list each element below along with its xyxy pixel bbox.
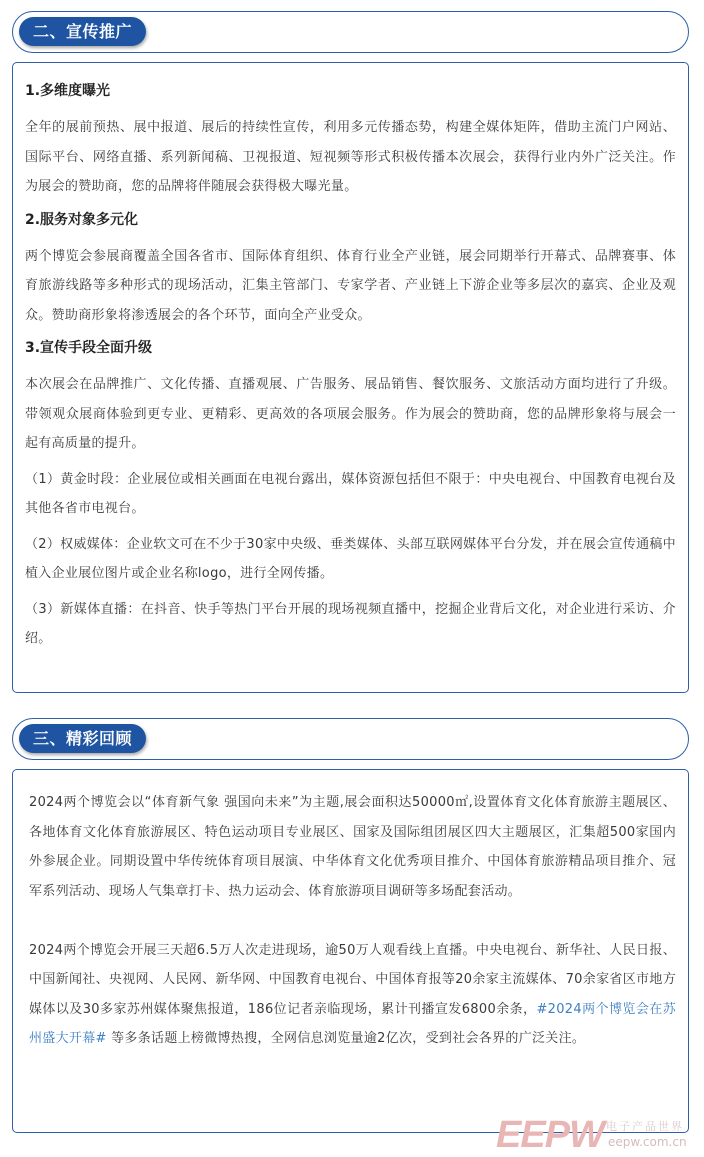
paragraph-spacer bbox=[29, 906, 676, 936]
watermark-logo: EEPW bbox=[496, 1114, 604, 1156]
watermark-url: eepw.com.cn bbox=[608, 1135, 687, 1149]
eepw-watermark bbox=[496, 1115, 696, 1155]
item-heading: 3.宣传手段全面升级 bbox=[25, 340, 153, 356]
review-paragraph bbox=[29, 936, 676, 1054]
item-subpoint: （2）权威媒体：企业软文可在不少于30家中央级、垂类媒体、头部互联网媒体平台分发，并在展会宣传通稿中植入企业展位图片或企业名称logo，进行全网传播。 bbox=[25, 536, 676, 581]
item-heading: 1.多维度曝光 bbox=[25, 83, 111, 99]
promotion-content-box bbox=[12, 62, 689, 693]
item-heading: 2.服务对象多元化 bbox=[25, 211, 139, 228]
review-content-box bbox=[12, 769, 689, 1133]
hashtag-link[interactable]: #2024两个博览会在苏州盛大开幕# bbox=[29, 1001, 676, 1046]
section-header-review bbox=[12, 718, 689, 760]
section-title: 二、宣传推广 bbox=[19, 17, 146, 46]
item-subpoint: （3）新媒体直播：在抖音、快手等热门平台开展的现场视频直播中，挖掘企业背后文化，对企业进行采访、介绍。 bbox=[25, 601, 676, 646]
item-paragraph: 两个博览会参展商覆盖全国各省市、国际体育组织、体育行业全产业链，展会同期举行开幕式、品牌赛事、体育旅游线路等多种形式的现场活动，汇集主管部门、专家学者、产业链上下游企业等多层次的嘉宾、企业及观众。赞助商形象将渗透展会的各个环节，面向全产业受众。 bbox=[25, 248, 676, 323]
watermark-cn-text: 电子产品世界 bbox=[606, 1120, 684, 1133]
review-text: 2024两个博览会开展三天超6.5万人次走进现场，逾50万人观看线上直播。中央电视台、新华社、人民日报、中国新闻社、央视网、人民网、新华网、中国教育电视台、中国体育报等20余家主流媒体、70余家省区市地方媒体以及30多家苏州媒体聚焦报道，186位记者亲临现场，累计刊播宣发6800余条， bbox=[29, 942, 676, 1017]
review-paragraph: 2024两个博览会以“体育新气象 强国向未来”为主题,展会面积达50000㎡,设置体育文化体育旅游主题展区、各地体育文化体育旅游展区、特色运动项目专业展区、国家及国际组团展区四大主题展区，汇集超500家国内外参展企业。同期设置中华传统体育项目展演、中华体育文化优秀项目推介、中国体育旅游精品项目推介、冠军系列活动、现场人气集章打卡、热力运动会、体育旅游项目调研等多场配套活动。 bbox=[29, 795, 676, 899]
section-header-promotion bbox=[12, 11, 689, 53]
item-subpoint: （1）黄金时段：企业展位或相关画面在电视台露出，媒体资源包括但不限于：中央电视台、中国教育电视台及其他各省市电视台。 bbox=[25, 471, 676, 516]
review-text: 等多条话题上榜微博热搜，全网信息浏览量逾2亿次，受到社会各界的广泛关注。 bbox=[106, 1031, 586, 1046]
section-title: 三、精彩回顾 bbox=[19, 724, 146, 753]
item-paragraph: 全年的展前预热、展中报道、展后的持续性宣传，利用多元传播态势，构建全媒体矩阵，借助主流门户网站、国际平台、网络直播、系列新闻稿、卫视报道、短视频等形式积极传播本次展会，获得行业内外广泛关注。作为展会的赞助商，您的品牌将伴随展会获得极大曝光量。 bbox=[25, 120, 676, 194]
item-paragraph: 本次展会在品牌推广、文化传播、直播观展、广告服务、展品销售、餐饮服务、文旅活动方面均进行了升级。带领观众展商体验到更专业、更精彩、更高效的各项展会服务。作为展会的赞助商，您的品牌形象将与展会一起有高质量的提升。 bbox=[25, 377, 676, 451]
